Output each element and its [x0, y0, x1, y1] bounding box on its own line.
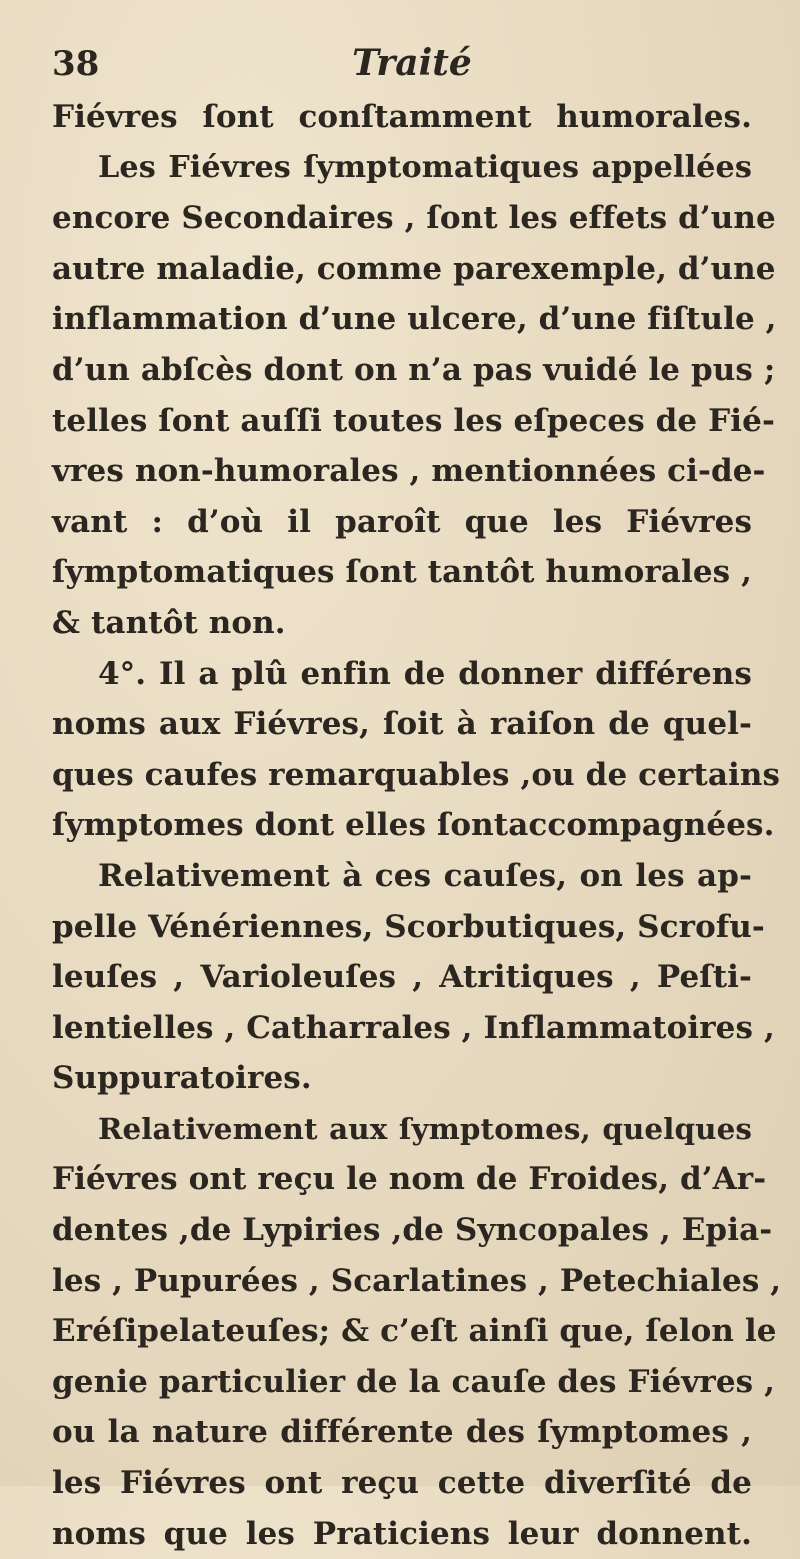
text-line: Fiévres ſont conſtamment humorales.	[52, 99, 752, 135]
text-line: Fiévres ont reçu le nom de Froides, d’Ar-	[52, 1161, 767, 1198]
running-title: Traité	[352, 42, 472, 84]
text-line: 4°. Il a plû enfin de donner différens	[98, 655, 752, 692]
text-line: les , Pupurées , Scarlatines , Petechiales ,	[52, 1262, 782, 1299]
text-line: lentielles , Catharrales , Inflammatoires ,	[52, 1009, 775, 1046]
text-line: ou la nature différente des ſymptomes ,	[52, 1414, 752, 1451]
text-line: telles ſont auſſi toutes les eſpeces de Fié-	[52, 402, 775, 439]
text-line: noms aux Fiévres, ſoit à raiſon de quel-	[52, 706, 752, 743]
text-line: & tantôt non.	[52, 604, 286, 641]
text-line: Les Fiévres ſymptomatiques appellées	[98, 149, 752, 185]
text-line: les Fiévres ont reçu cette diverſité de	[52, 1465, 752, 1502]
text-line: noms que les Praticiens leur donnent.	[52, 1515, 752, 1552]
text-line: vant : d’où il paroît que les Fiévres	[52, 503, 752, 540]
text-line: leuſes , Varioleuſes , Atritiques , Peſti-	[52, 959, 752, 996]
text-line: encore Secondaires , ſont les effets d’une	[52, 200, 776, 237]
text-line: ſymptomes dont elles ſontaccompagnées.	[52, 807, 775, 844]
page-header	[52, 20, 752, 92]
text-line: genie particulier de la cauſe des Fiévres ,	[52, 1363, 775, 1400]
page-number: 38	[52, 44, 100, 84]
body-text	[52, 92, 782, 1559]
text-line: pelle Vénériennes, Scorbutiques, Scrofu-	[52, 908, 765, 945]
text-line: dentes ,de Lypiries ,de Syncopales , Epia-	[52, 1212, 773, 1249]
text-line: vres non-humorales , mentionnées ci-de-	[52, 453, 766, 490]
text-line: d’un abſcès dont on n’a pas vuidé le pus ;	[52, 351, 776, 388]
text-line: ſymptomatiques ſont tantôt humorales ,	[52, 554, 753, 591]
book-page	[52, 20, 782, 1559]
text-line: Relativement aux ſymptomes, quelques	[98, 1110, 752, 1146]
text-line: autre maladie, comme parexemple, d’une	[52, 250, 776, 287]
text-line: Eréſipelateuſes; & c’eſt ainſi que, ſelon le	[52, 1313, 777, 1350]
text-line: ques caufes remarquables ,ou de certains	[52, 756, 781, 793]
text-line: Suppuratoires.	[52, 1060, 312, 1097]
text-line: inflammation d’une ulcere, d’une fiſtule ,	[52, 301, 777, 338]
text-line: Relativement à ces cauſes, on les ap-	[98, 857, 752, 894]
